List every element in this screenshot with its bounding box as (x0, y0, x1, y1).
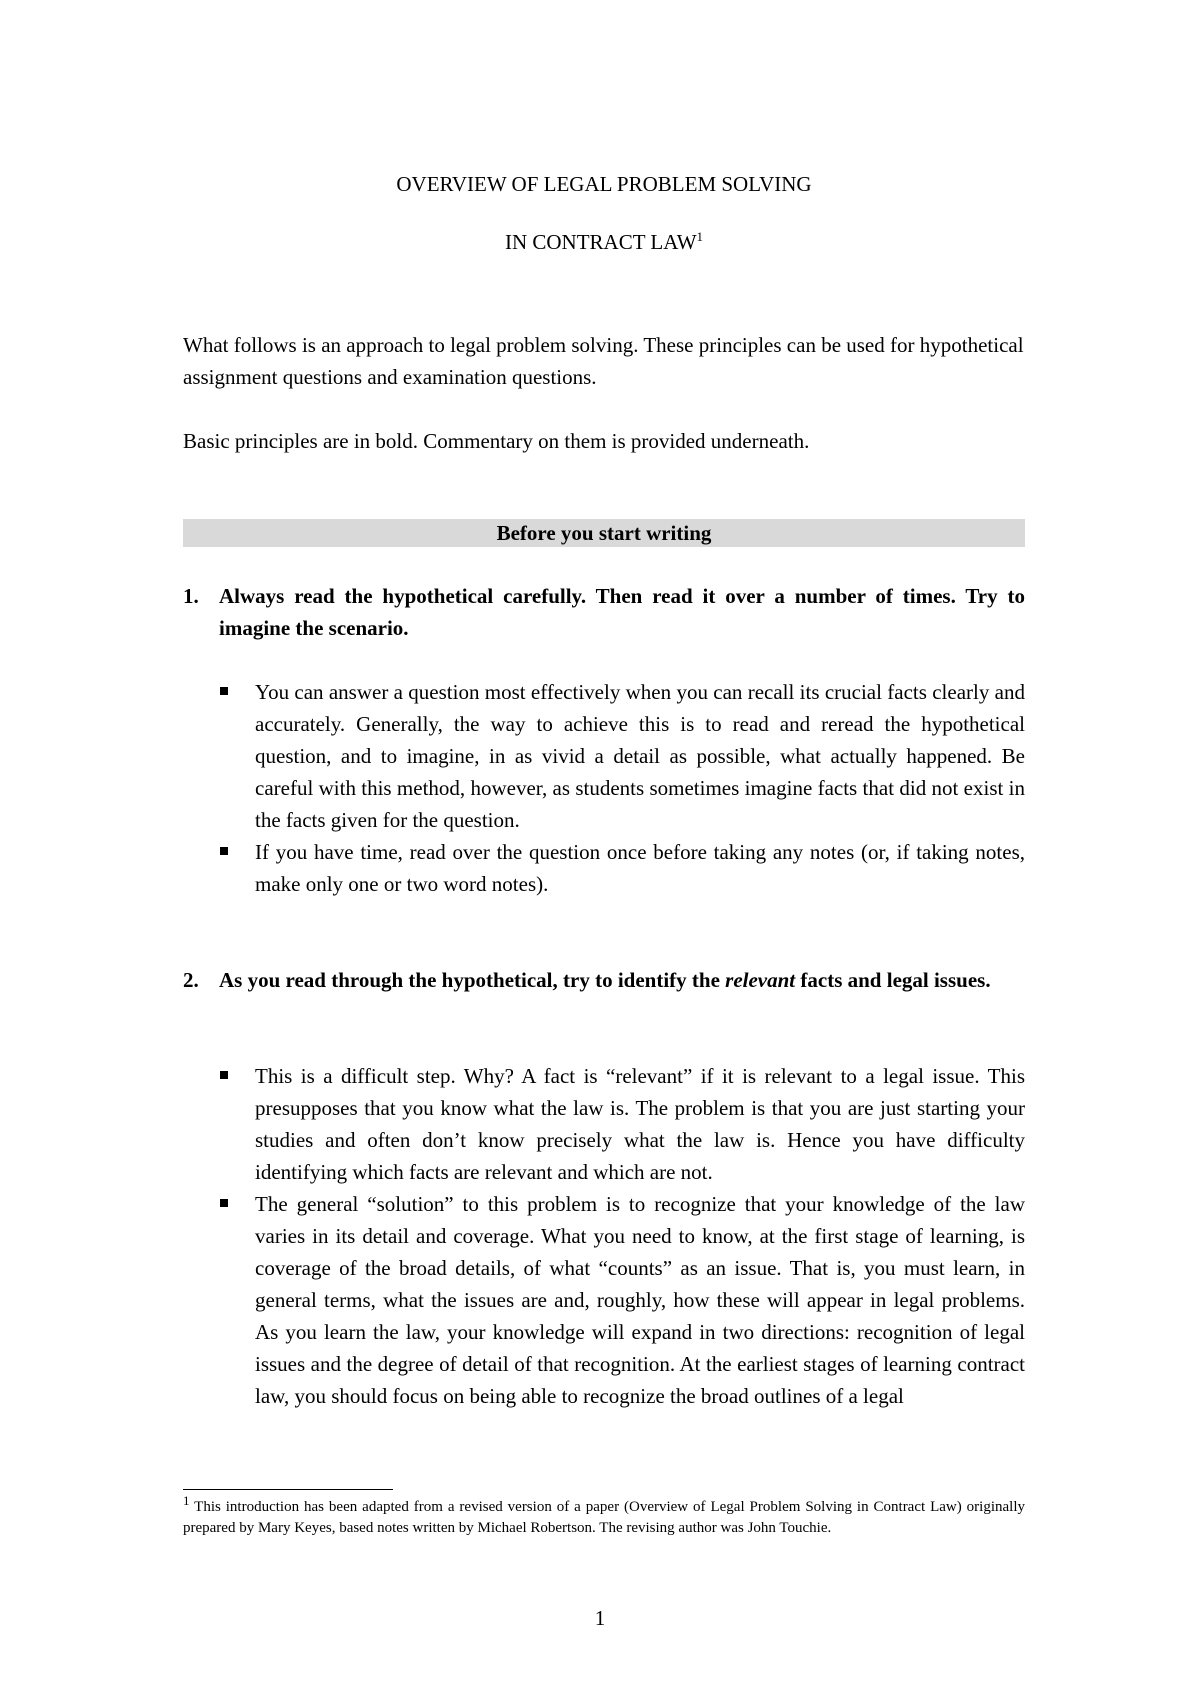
square-bullet-icon (220, 1199, 228, 1207)
principle-2-commentary (219, 1060, 1025, 1412)
square-bullet-icon (220, 847, 228, 855)
list-item (219, 836, 1025, 900)
footnote-separator (183, 1489, 393, 1490)
principle-1-heading (183, 580, 1025, 644)
principle-2-emphasis: relevant (725, 968, 796, 992)
intro-paragraph-1: What follows is an approach to legal problem solving. These principles can be used for hypothetical assignment questions and examination questions. (183, 333, 1024, 389)
title-line2-text: IN CONTRACT LAW (504, 230, 697, 254)
bullet-text: This is a difficult step. Why? A fact is “relevant” if it is relevant to a legal issue. This presupposes that you know what the law is. The problem is that you are just starting your studies and often don’t know precisely what the law is. Hence you have difficulty identifying which facts are relevant and which are not. (255, 1064, 1025, 1184)
principle-2-number: 2. (183, 968, 199, 992)
footnote-reference: 1 (696, 229, 704, 244)
footnote-text: This introduction has been adapted from a revised version of a paper (Overview of Legal Problem Solving in Contract Law) originally prepared by Mary Keyes, based notes written by Michael Robertson. The revising author was John Touchie. (183, 1499, 1025, 1536)
document-title-line2 (183, 230, 1025, 255)
title-line1-text: OVERVIEW OF LEGAL PROBLEM SOLVING (396, 172, 812, 196)
principle-2-heading (183, 964, 1025, 996)
principle-2-text-end: facts and legal issues. (795, 968, 991, 992)
principle-2-text-start: As you read through the hypothetical, try to identify the (219, 968, 726, 992)
section-heading: Before you start writing (183, 519, 1025, 547)
document-title-line1 (183, 172, 1025, 197)
list-item (219, 1188, 1025, 1412)
footnote (183, 1493, 1025, 1539)
principle-2-text (219, 964, 1025, 996)
intro-paragraph-2: Basic principles are in bold. Commentary on them is provided underneath. (183, 429, 810, 453)
list-item (219, 676, 1025, 836)
footnote-mark: 1 (183, 1493, 190, 1508)
bullet-text: You can answer a question most effectively when you can recall its crucial facts clearly and accurately. Generally, the way to achieve this is to read and reread the hypothetical question, and to imagine, in as vivid a detail as possible, what actually happened. Be careful with this method, however, as students sometimes imagine facts that did not exist in the facts given for the question. (255, 680, 1025, 832)
square-bullet-icon (220, 687, 228, 695)
principle-1-number: 1. (183, 584, 199, 608)
page-number: 1 (594, 1606, 606, 1630)
principle-1-commentary (219, 676, 1025, 900)
principle-1-text: Always read the hypothetical carefully. Then read it over a number of times. Try to imagine the scenario. (219, 584, 1025, 640)
list-item (219, 1060, 1025, 1188)
bullet-text: The general “solution” to this problem is to recognize that your knowledge of the law varies in its detail and coverage. What you need to know, at the first stage of learning, is coverage of the broad details, of what “counts” as an issue. That is, you must learn, in general terms, what the issues are and, roughly, how these will appear in legal problems. As you learn the law, your knowledge will expand in two directions: recognition of legal issues and the degree of detail of that recognition. At the earliest stages of learning contract law, you should focus on being able to recognize the broad outlines of a legal (255, 1192, 1025, 1408)
square-bullet-icon (220, 1071, 228, 1079)
bullet-text: If you have time, read over the question once before taking any notes (or, if taking notes, make only one or two word notes). (255, 840, 1025, 896)
